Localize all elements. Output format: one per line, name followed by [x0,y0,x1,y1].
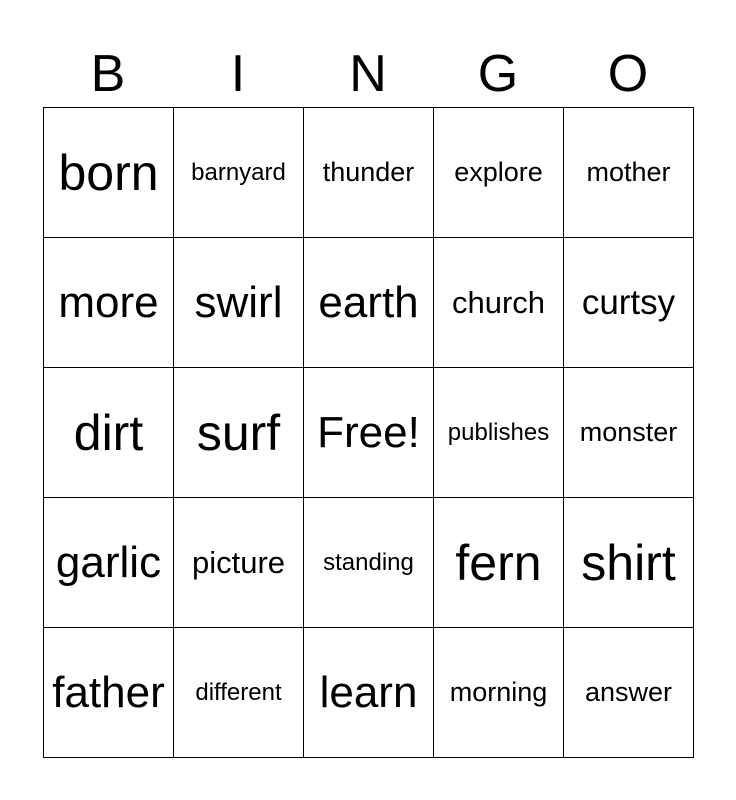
bingo-header [43,42,693,106]
bingo-cell: picture [174,498,304,628]
bingo-cell: fern [434,498,564,628]
bingo-cell: born [44,108,174,238]
header-letter-n: N [349,45,387,103]
bingo-cell free-space: Free! [304,368,434,498]
header-letter-i: I [230,45,246,103]
bingo-cell: garlic [44,498,174,628]
bingo-cell: different [174,628,304,758]
header-letter-o: O [607,45,649,103]
bingo-cell: shirt [564,498,694,628]
bingo-cell: answer [564,628,694,758]
bingo-cell: monster [564,368,694,498]
bingo-cell: church [434,238,564,368]
bingo-cell: morning [434,628,564,758]
bingo-cell: curtsy [564,238,694,368]
header-letter-g: G [477,45,519,103]
bingo-cell: thunder [304,108,434,238]
bingo-cell: learn [304,628,434,758]
bingo-cell: swirl [174,238,304,368]
bingo-cell: publishes [434,368,564,498]
bingo-cell: mother [564,108,694,238]
bingo-board [43,107,694,758]
bingo-cell: dirt [44,368,174,498]
header-letter-b: B [90,45,126,103]
bingo-cell: standing [304,498,434,628]
bingo-cell: more [44,238,174,368]
bingo-cell: surf [174,368,304,498]
bingo-cell: earth [304,238,434,368]
bingo-cell: barnyard [174,108,304,238]
bingo-cell: father [44,628,174,758]
bingo-cell: explore [434,108,564,238]
